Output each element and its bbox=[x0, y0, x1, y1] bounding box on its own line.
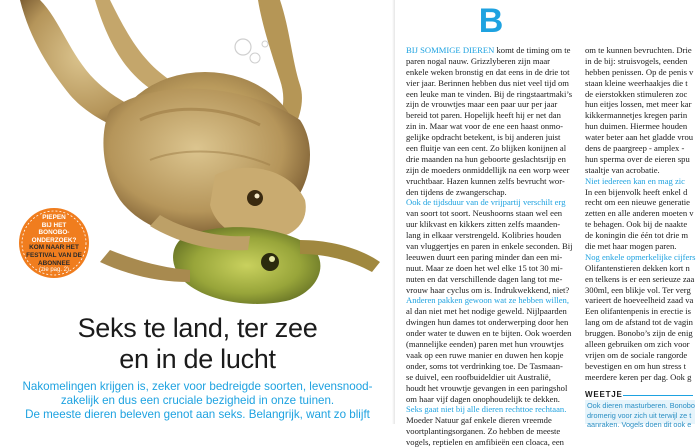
body-text: een fluitje van een cent. Zo blijken konijnen al bbox=[406, 143, 567, 154]
body-text-line bbox=[585, 110, 700, 121]
subheading-text: Niet iedereen kan en mag zic bbox=[585, 175, 685, 186]
body-text: nuut. Maar ze doen het wel elke 15 tot 30 mi- bbox=[406, 262, 563, 273]
body-text-line bbox=[585, 78, 700, 89]
body-text-line bbox=[585, 208, 700, 219]
body-text: kikkermannetjes kregen parin bbox=[585, 110, 688, 121]
subheading-text: Ook de tijdsduur van de vrijpartij verschilt erg bbox=[406, 197, 566, 208]
weetje-text bbox=[587, 401, 695, 430]
body-text-line bbox=[406, 295, 580, 306]
body-text: den tijdens de zwangerschap. bbox=[406, 186, 507, 197]
body-text-line bbox=[406, 285, 580, 296]
body-text-line bbox=[406, 208, 580, 219]
body-text: te behagen. Ook bij de naakte bbox=[585, 219, 688, 230]
body-text: vruchtbaar. Hazen kunnen zelfs bevrucht wor- bbox=[406, 175, 565, 186]
body-text-line bbox=[585, 45, 700, 56]
body-text-line bbox=[585, 295, 700, 306]
badge-line: FESTIVAL VAN DE bbox=[26, 251, 82, 259]
body-text: staaltje van acrobatie. bbox=[585, 164, 660, 175]
body-text: meerdere keren per dag. Ook g bbox=[585, 371, 692, 382]
body-text-line bbox=[585, 219, 700, 230]
body-text: van vluggertjes en paren in enkele seconden. Bij bbox=[406, 241, 573, 252]
body-text-line bbox=[406, 45, 580, 56]
body-text-line bbox=[585, 132, 700, 143]
body-text: lang om de afstand tot de vagin bbox=[585, 317, 693, 328]
body-text: hun eitjes lossen, met meer kar bbox=[585, 99, 692, 110]
body-text-line bbox=[585, 306, 700, 317]
body-text: nuten en dat verschillende dagen lang tot me- bbox=[406, 273, 563, 284]
article-headline-line2: en in de lucht bbox=[119, 344, 276, 374]
right-page bbox=[395, 0, 696, 448]
body-text: In een bijenvolk heeft enkel d bbox=[585, 186, 688, 197]
badge-line: KOM NAAR HET bbox=[29, 244, 79, 252]
body-text: vrouw haar cyclus om is. Indrukwekkend, niet? bbox=[406, 284, 570, 295]
body-text: houdt het vrouwtje gevangen in een paringshol bbox=[406, 382, 568, 393]
body-text: om haar vijf dagen onophoudelijk te dekken. bbox=[406, 393, 560, 404]
body-text: bevestigen en om hun stress t bbox=[585, 360, 686, 371]
body-text-line bbox=[406, 165, 580, 176]
body-text-line bbox=[585, 350, 700, 361]
body-text-line bbox=[585, 274, 700, 285]
promo-badge-text bbox=[18, 214, 90, 275]
body-text: vaak op een ruwe manier en duwen hen kopje bbox=[406, 349, 564, 360]
body-text-line bbox=[585, 263, 700, 274]
weetje-line: aanraken. Vogels doen dit ook e bbox=[587, 420, 692, 430]
badge-page-ref: (zie pag. 2) bbox=[38, 267, 69, 274]
body-text-line bbox=[406, 197, 580, 208]
body-text: om te kunnen bevruchten. Drie bbox=[585, 45, 692, 55]
article-lead-line3: De meeste dieren beleven genot aan seks. Belangrijk, want zo blijft bbox=[25, 408, 370, 421]
subheading-text: Seks gaat niet bij alle dieren rechttoe rechtaan. bbox=[406, 404, 567, 415]
badge-line: BONOBO- bbox=[38, 229, 70, 237]
body-text-line bbox=[406, 241, 580, 252]
body-text-line bbox=[406, 361, 580, 372]
body-text-line bbox=[406, 78, 580, 89]
body-text: vier jaar. Berinnen hebben dus niet veel tijd om bbox=[406, 77, 569, 88]
body-text-line bbox=[406, 67, 580, 78]
body-text-line bbox=[585, 143, 700, 154]
body-text-line bbox=[406, 132, 580, 143]
body-text: alleen gebruiken om zich voor bbox=[585, 339, 690, 350]
body-text-line bbox=[406, 143, 580, 154]
body-text: vogels, reptielen en amfibieën een cloaca, een bbox=[406, 437, 564, 448]
body-text-line bbox=[585, 176, 700, 187]
body-text: bereid tot paren. Hopelijk heeft hij er net dan bbox=[406, 110, 561, 121]
body-text-line bbox=[406, 110, 580, 121]
body-column-2 bbox=[585, 45, 700, 383]
body-text-line bbox=[406, 415, 580, 426]
body-text-line bbox=[406, 306, 580, 317]
body-text: zetten en alle anderen moeten v bbox=[585, 208, 694, 219]
body-text: de eierstokken stimuleren zoc bbox=[585, 88, 688, 99]
body-text-line bbox=[406, 263, 580, 274]
body-text: voortplantingsorganen. Zo hebben de meeste bbox=[406, 426, 561, 437]
body-text: recht om een nieuwe generatie bbox=[585, 197, 690, 208]
body-text: en telkens is er een serieuze zaa bbox=[585, 273, 695, 284]
body-text-line bbox=[585, 99, 700, 110]
body-text-line bbox=[406, 187, 580, 198]
body-text: varieert de hoeveelheid zaad va bbox=[585, 295, 694, 306]
body-text: dwingen hun dames tot onderwerping door hen bbox=[406, 317, 569, 328]
body-text-line bbox=[585, 241, 700, 252]
body-text-line bbox=[406, 317, 580, 328]
body-text: onder water te duwen en te bijten. Ook woerden bbox=[406, 328, 572, 339]
drop-cap: B bbox=[478, 2, 504, 40]
body-text-line bbox=[406, 350, 580, 361]
body-text: zijn de moeders onmiddellijk na een worp weer bbox=[406, 164, 570, 175]
body-text: (mannelijke eenden) paren met hun vrouwtjes bbox=[406, 339, 564, 350]
body-text-line bbox=[585, 165, 700, 176]
body-text: komt de timing om te bbox=[494, 45, 571, 55]
body-text-line bbox=[406, 230, 580, 241]
subheading-text: Anderen pakken gewoon wat ze hebben willen, bbox=[406, 295, 569, 306]
body-text: drie maanden na hun geboorte geslachtsrijp en bbox=[406, 153, 566, 164]
body-text-line bbox=[406, 274, 580, 285]
body-text: al dan niet met het nodige geweld. Nijlpaarden bbox=[406, 306, 567, 317]
body-text-line bbox=[406, 56, 580, 67]
body-text-line bbox=[585, 372, 700, 383]
body-text-line bbox=[585, 328, 700, 339]
body-text-line bbox=[585, 89, 700, 100]
badge-line: ONDERZOEK? bbox=[31, 236, 77, 244]
body-text-line bbox=[406, 219, 580, 230]
weetje-line: Ook dieren masturberen. Bonobo bbox=[587, 401, 695, 410]
weetje-rule bbox=[623, 395, 693, 396]
body-text: bruggen. Bonobo’s zijn de enig bbox=[585, 328, 693, 339]
body-text: in de bij: struisvogels, eenden bbox=[585, 55, 688, 66]
body-text-line bbox=[585, 230, 700, 241]
body-text: staan kleine weerhaakjes die t bbox=[585, 77, 688, 88]
body-text: vrijen om de sociale rangorde bbox=[585, 349, 688, 360]
body-text: leeuwen duurt een paring minder dan een mi- bbox=[406, 251, 563, 262]
body-text-line bbox=[406, 176, 580, 187]
body-text-line bbox=[406, 372, 580, 383]
body-text: enkele weken bronstig en dat eens in de drie tot bbox=[406, 66, 570, 77]
body-text: die met haar mogen paren. bbox=[585, 241, 677, 252]
body-text-line bbox=[406, 252, 580, 263]
weetje-label: WEETJE bbox=[585, 390, 623, 399]
body-text: gelijke opdracht betekent, is bij anderen juist bbox=[406, 132, 561, 143]
body-text-line bbox=[406, 99, 580, 110]
body-text-line bbox=[406, 437, 580, 448]
body-text-line bbox=[406, 339, 580, 350]
body-text-line bbox=[585, 252, 700, 263]
body-text-line bbox=[585, 187, 700, 198]
body-text-line bbox=[585, 197, 700, 208]
body-text-line bbox=[406, 404, 580, 415]
body-text-line bbox=[406, 121, 580, 132]
body-text-line bbox=[585, 317, 700, 328]
body-text: een leuke man te vinden. Bij de ringstaartmaki’s bbox=[406, 88, 573, 99]
body-text: dens de paargreep - amplex - bbox=[585, 143, 685, 154]
body-text: Een olifantenpenis in erectie is bbox=[585, 306, 691, 317]
body-text: hun sperma over de eieren spu bbox=[585, 153, 690, 164]
body-text-line bbox=[585, 361, 700, 372]
article-lead-line2: zakelijk en dus een cruciale bezigheid in onze tuinen. bbox=[60, 394, 335, 407]
badge-line: ABONNEE bbox=[38, 259, 70, 267]
body-text-line bbox=[585, 339, 700, 350]
body-text: onder, soms tot verdrinking toe. De Tasmaan- bbox=[406, 360, 563, 371]
body-text-line bbox=[585, 67, 700, 78]
body-text: Olifantenstieren dekken kort n bbox=[585, 262, 690, 273]
body-text: de koningin die één tot drie m bbox=[585, 230, 689, 241]
body-text-line bbox=[585, 154, 700, 165]
badge-line: PIEPEN bbox=[42, 214, 66, 221]
body-text: zin in. Maar wat voor de ene een haast onmo- bbox=[406, 121, 564, 132]
body-text: van soort tot soort. Neushoorns staan wel een bbox=[406, 208, 563, 219]
body-text: zijn de vrouwtjes maar een paar uur per jaar bbox=[406, 99, 558, 110]
body-text-line bbox=[406, 383, 580, 394]
body-text-line bbox=[406, 89, 580, 100]
article-lead-line1: Nakomelingen krijgen is, zeker voor bedreigde soorten, levensnood- bbox=[22, 380, 373, 393]
body-text: se duivel, een roofbuideldier uit Australië, bbox=[406, 371, 551, 382]
subheading-text: Nog enkele opmerkelijke cijfers bbox=[585, 251, 696, 262]
article-headline-line1: Seks te land, ter zee bbox=[77, 313, 318, 343]
body-text-line bbox=[585, 285, 700, 296]
weetje-line: dromerig voor zich uit terwijl ze t bbox=[587, 410, 692, 420]
body-text-line bbox=[406, 426, 580, 437]
body-text: 300ml, een blikje vol. Ter verg bbox=[585, 284, 691, 295]
lead-caps-text: BIJ SOMMIGE DIEREN bbox=[406, 45, 495, 55]
body-text: Moeder Natuur gaf enkele dieren vreemde bbox=[406, 415, 552, 426]
body-column-1 bbox=[406, 45, 580, 448]
badge-line: BIJ HET bbox=[41, 221, 67, 229]
body-text-line bbox=[406, 154, 580, 165]
body-text: paren nogal nauw. Grizzlyberen zijn maar bbox=[406, 55, 551, 66]
body-text-line bbox=[585, 56, 700, 67]
body-text: hun duimen. Hiermee houden bbox=[585, 121, 688, 132]
body-text-line bbox=[585, 121, 700, 132]
body-text-line bbox=[406, 328, 580, 339]
body-text-line bbox=[406, 394, 580, 405]
body-text: uur klikvast en kikkers zitten zelfs maanden- bbox=[406, 219, 561, 230]
body-text: lang in elkaar verstrengeld. Kolibries houden bbox=[406, 230, 562, 241]
body-text: water beter aan het gladde vrou bbox=[585, 132, 694, 143]
body-text: hebben penissen. Op de penis v bbox=[585, 66, 694, 77]
